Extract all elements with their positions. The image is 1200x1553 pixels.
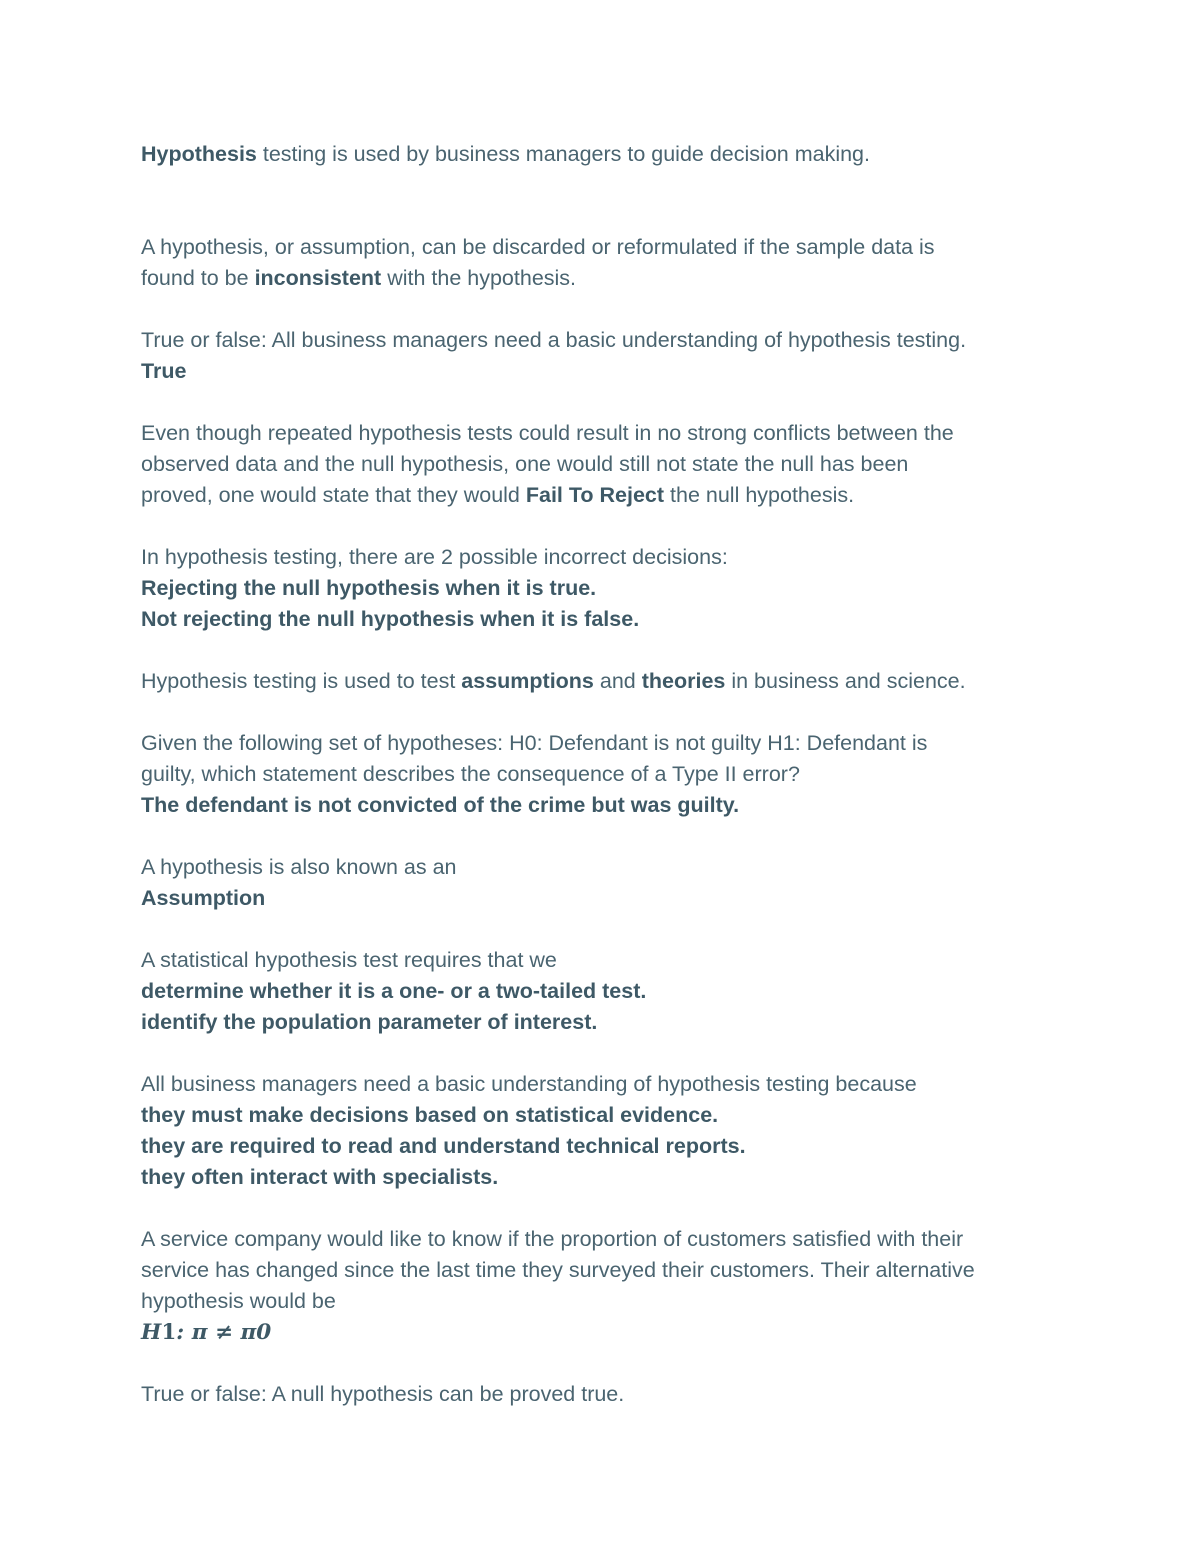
formula-h: H <box>141 1320 162 1345</box>
text-line: Even though repeated hypothesis tests could result in no strong conflicts between the <box>141 421 954 445</box>
bold-term: inconsistent <box>254 266 382 290</box>
answer: Not rejecting the null hypothesis when it is false. <box>141 607 640 631</box>
text-line: A service company would like to know if the proportion of customers satisfied with their <box>141 1227 964 1251</box>
text: found to be <box>141 266 255 290</box>
answer: identify the population parameter of interest. <box>141 1010 598 1034</box>
answer: they are required to read and understand technical reports. <box>141 1134 746 1158</box>
paragraph-2 <box>141 232 1071 294</box>
bold-term: theories <box>641 669 726 693</box>
answer: determine whether it is a one- or a two-tailed test. <box>141 979 647 1003</box>
bold-term: Fail To Reject <box>525 483 665 507</box>
bold-term: assumptions <box>461 669 594 693</box>
text-line: observed data and the null hypothesis, one would still not state the null has been <box>141 452 909 476</box>
paragraph-7 <box>141 728 1071 821</box>
paragraph-8 <box>141 852 1071 914</box>
paragraph-4 <box>141 418 1071 511</box>
text: proved, one would state that they would <box>141 483 526 507</box>
text: Hypothesis testing is used to test <box>141 669 462 693</box>
formula-subscript: 1 <box>161 1320 177 1345</box>
formula-subscript-0: 0 <box>256 1320 272 1345</box>
document-page <box>141 139 1071 1410</box>
bold-term: Hypothesis <box>141 142 257 166</box>
paragraph-12 <box>141 1379 1071 1410</box>
text-line: Given the following set of hypotheses: H0: Defendant is not guilty H1: Defendant is <box>141 731 928 755</box>
paragraph-6 <box>141 666 1071 697</box>
paragraph-11 <box>141 1224 1071 1348</box>
alternative-hypothesis-formula <box>141 1317 1071 1348</box>
text: the null hypothesis. <box>664 483 855 507</box>
paragraph-3 <box>141 325 1071 387</box>
answer: Assumption <box>141 886 266 910</box>
text: in business and science. <box>725 669 966 693</box>
answer: they often interact with specialists. <box>141 1165 499 1189</box>
question: A statistical hypothesis test requires that we <box>141 948 557 972</box>
paragraph-5 <box>141 542 1071 635</box>
text-line <box>141 263 1071 294</box>
text-line: A hypothesis, or assumption, can be discarded or reformulated if the sample data is <box>141 235 935 259</box>
question: True or false: A null hypothesis can be proved true. <box>141 1382 625 1406</box>
formula-rest: : π ≠ π <box>176 1320 257 1345</box>
answer: Rejecting the null hypothesis when it is true. <box>141 576 597 600</box>
answer: The defendant is not convicted of the crime but was guilty. <box>141 793 740 817</box>
text-line: service has changed since the last time they surveyed their customers. Their alternative <box>141 1258 975 1282</box>
text-line <box>141 480 1071 511</box>
paragraph-10 <box>141 1069 1071 1193</box>
paragraph-9 <box>141 945 1071 1038</box>
text: testing is used by business managers to guide decision making. <box>256 142 870 166</box>
question: All business managers need a basic understanding of hypothesis testing because <box>141 1072 917 1096</box>
text-line: guilty, which statement describes the consequence of a Type II error? <box>141 762 800 786</box>
paragraph-1 <box>141 139 1071 170</box>
answer: they must make decisions based on statistical evidence. <box>141 1103 719 1127</box>
text-line: hypothesis would be <box>141 1289 336 1313</box>
question: A hypothesis is also known as an <box>141 855 457 879</box>
text: with the hypothesis. <box>381 266 577 290</box>
question: In hypothesis testing, there are 2 possible incorrect decisions: <box>141 545 728 569</box>
question: True or false: All business managers need a basic understanding of hypothesis testing. <box>141 328 967 352</box>
answer: True <box>141 359 187 383</box>
text: and <box>593 669 642 693</box>
